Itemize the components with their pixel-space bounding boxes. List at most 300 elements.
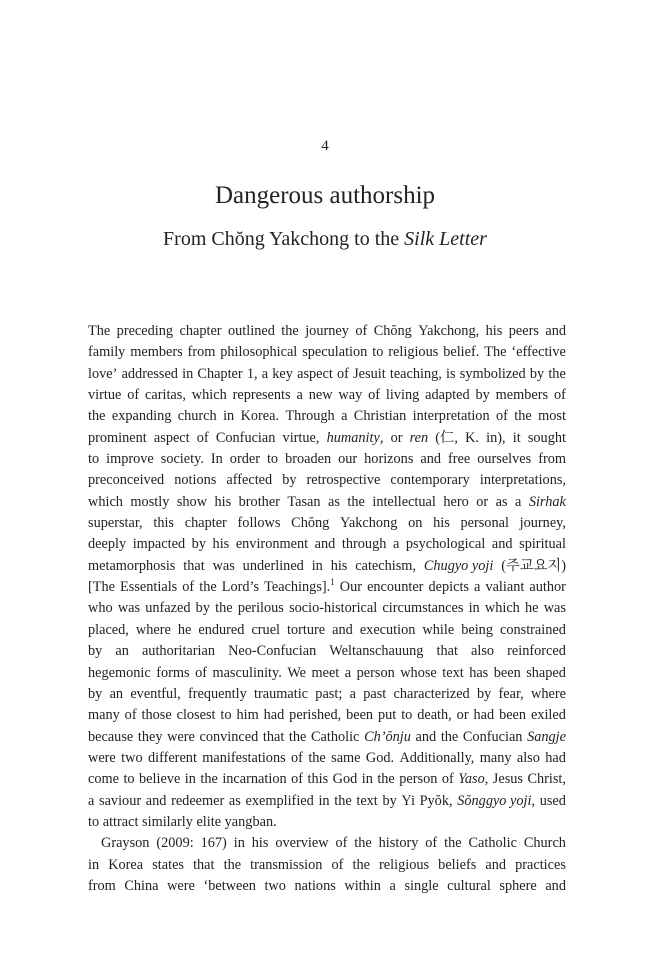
text-line (88, 663, 566, 684)
word-text: past (363, 685, 387, 702)
word (437, 641, 458, 662)
word (142, 705, 172, 726)
word-text: Korea (108, 856, 144, 873)
text-line (88, 855, 566, 876)
word-text: deeply (88, 536, 127, 553)
text-line (88, 342, 566, 363)
word (179, 321, 221, 342)
word-text: torture (287, 621, 326, 638)
word-text: used (539, 792, 566, 809)
word (88, 513, 143, 534)
word-text: a (88, 792, 95, 809)
word-text: (2009: (156, 835, 194, 852)
word (127, 385, 139, 406)
word-text: broaden (285, 451, 332, 468)
word-text: he (525, 600, 539, 617)
word-text: personal (460, 515, 509, 532)
word (345, 663, 351, 684)
word-text: and (545, 877, 566, 894)
word (136, 620, 171, 641)
word-text: family (88, 344, 126, 361)
word (362, 769, 373, 790)
word-text: death, (417, 707, 452, 724)
word-text: where (135, 621, 171, 638)
word (338, 385, 362, 406)
word-text: had (473, 707, 495, 724)
text-line (88, 684, 566, 705)
word (246, 791, 314, 812)
word (177, 492, 207, 513)
word-text: the (308, 749, 326, 766)
word (88, 385, 121, 406)
word (353, 855, 370, 876)
word-text: , (484, 771, 489, 788)
word-text: unfazed (145, 600, 191, 617)
word-text: also (516, 749, 540, 766)
word (213, 556, 235, 577)
word-text: he (177, 621, 192, 638)
word-text: and (332, 621, 353, 638)
word (285, 449, 331, 470)
word (531, 705, 566, 726)
word-text: authoritarian (141, 643, 215, 660)
text-line (88, 364, 566, 385)
word-text: which (191, 387, 227, 404)
word-text: as (328, 493, 340, 510)
word (363, 684, 386, 705)
word (291, 748, 303, 769)
word-text: of (196, 429, 209, 446)
word (428, 577, 469, 598)
word-text: In (210, 451, 223, 468)
word (520, 513, 566, 534)
word (486, 428, 505, 449)
word-text: ‘between (203, 877, 256, 894)
chapter-number: 4 (321, 138, 329, 154)
word-text: which (88, 493, 123, 510)
word-text: believe (139, 771, 181, 788)
word (342, 534, 386, 555)
word (88, 748, 116, 769)
word-text: religious (379, 856, 430, 873)
word (264, 577, 335, 598)
word (366, 748, 394, 769)
word-text: the (548, 365, 566, 382)
word-text: Lord’s (221, 579, 260, 596)
word (178, 406, 217, 427)
word-text: underlined (242, 557, 304, 574)
text-line (88, 705, 566, 726)
italic-word: Yaso (458, 771, 485, 788)
word-text: masculinity. (212, 664, 282, 681)
word-text: Our (339, 579, 363, 596)
word-text: that (193, 856, 215, 873)
word (372, 342, 383, 363)
word (115, 641, 129, 662)
word-text: our (338, 451, 358, 468)
word-text: being (461, 621, 493, 638)
word-text: on (408, 515, 423, 532)
text-line (88, 534, 566, 555)
word (331, 556, 348, 577)
word-text: the (444, 835, 462, 852)
word (377, 769, 394, 790)
word-text: they (137, 728, 163, 745)
word (296, 385, 302, 406)
word (334, 791, 351, 812)
word (139, 769, 180, 790)
word-text: in (361, 771, 373, 788)
word (353, 364, 386, 385)
word (112, 406, 172, 427)
word-text: by (382, 792, 397, 809)
word-text: his (251, 835, 269, 852)
word (251, 620, 280, 641)
word (485, 598, 520, 619)
word-text: the (514, 408, 532, 425)
word-text: environment (235, 536, 309, 553)
word-text: Pyŏk, (419, 792, 453, 809)
word (515, 855, 566, 876)
word-text: teaching, (389, 365, 442, 382)
word-text: to (401, 707, 413, 724)
word (327, 428, 384, 449)
word-text: and (415, 728, 437, 745)
word (340, 513, 397, 534)
word (302, 342, 367, 363)
word (238, 513, 281, 534)
footnote-marker[interactable]: 1 (330, 577, 335, 588)
word (496, 406, 508, 427)
word-text: a (344, 664, 352, 681)
word (192, 385, 227, 406)
word (357, 663, 395, 684)
word-text: eventful, (130, 685, 181, 702)
paragraph (88, 833, 566, 897)
word (474, 577, 480, 598)
word-text: this (307, 771, 329, 788)
word-text: brother (238, 493, 280, 510)
word-text: horizons (364, 451, 414, 468)
word-text: hegemonic (88, 664, 151, 681)
word-text: metamorphosis (88, 557, 176, 574)
word (130, 684, 180, 705)
word-text: has (469, 664, 489, 681)
word-text: Korea. (240, 408, 280, 425)
word (307, 769, 328, 790)
word-text: different (147, 749, 197, 766)
word (529, 577, 566, 598)
word (281, 321, 298, 342)
word-text: redeemer (171, 792, 225, 809)
word (461, 620, 493, 641)
word-text: shaped (526, 664, 566, 681)
word-text: were (88, 749, 116, 766)
word-text: the (377, 771, 395, 788)
word-text: been (499, 707, 527, 724)
word-text: socio-historical (289, 600, 378, 617)
word (291, 769, 303, 790)
word (275, 833, 328, 854)
word (379, 855, 429, 876)
word (282, 470, 296, 491)
word (297, 364, 333, 385)
word (416, 727, 437, 748)
word-text: preconceived (88, 472, 165, 489)
word-text: in (318, 792, 330, 809)
word-text: philosophical (220, 344, 298, 361)
word (460, 513, 508, 534)
word-text: of (127, 387, 140, 404)
word-text: of (441, 771, 454, 788)
word (88, 449, 99, 470)
word-text: fear, (498, 685, 524, 702)
word-text: the (215, 600, 233, 617)
word (214, 492, 231, 513)
word-text: which (484, 600, 520, 617)
word-text: , (531, 792, 536, 809)
word (133, 534, 185, 555)
word-text: the (281, 323, 299, 339)
word-text: of (425, 835, 438, 852)
word-text: prominent (88, 429, 147, 446)
word-text: a (261, 365, 269, 382)
word (197, 428, 209, 449)
word (220, 705, 231, 726)
italic-word: Ch’ŏnju (364, 728, 411, 745)
word-text: chapter (179, 323, 222, 339)
word (420, 791, 453, 812)
word (192, 534, 206, 555)
word-text: exemplified (245, 792, 314, 809)
word (391, 428, 403, 449)
word-text: affected (226, 472, 273, 489)
word (88, 364, 117, 385)
text-line (88, 833, 566, 854)
word-text: his (212, 536, 230, 553)
word-text: to (88, 813, 100, 830)
word (526, 663, 566, 684)
word-text: in (468, 600, 480, 617)
word (188, 684, 247, 705)
word (199, 577, 216, 598)
word (182, 364, 193, 385)
word (88, 342, 125, 363)
word-text: new (308, 387, 333, 404)
word-text: within (344, 877, 381, 894)
word-text: catechism, (355, 557, 416, 574)
word (201, 833, 227, 854)
word (212, 663, 281, 684)
word (264, 876, 285, 897)
word (346, 705, 373, 726)
word (460, 364, 526, 385)
word (156, 663, 189, 684)
word (106, 449, 154, 470)
word (544, 598, 566, 619)
word (476, 492, 488, 513)
word (203, 876, 255, 897)
word-text: this (153, 515, 175, 532)
word (254, 684, 308, 705)
word-text: or (456, 707, 469, 724)
word (471, 641, 494, 662)
word (448, 449, 470, 470)
word-text: free (448, 451, 471, 468)
word (238, 598, 284, 619)
word-text: yangban. (224, 813, 277, 830)
word (264, 705, 285, 726)
word (477, 449, 531, 470)
word (329, 641, 423, 662)
word-text: living (385, 387, 420, 404)
italic-word: humanity (326, 429, 380, 446)
word (228, 321, 275, 342)
word-text: the (88, 408, 106, 425)
word (108, 855, 143, 876)
word (386, 385, 419, 406)
word (101, 833, 149, 854)
word (442, 663, 463, 684)
word (337, 364, 349, 385)
word (263, 727, 284, 748)
word-text: Grayson (101, 835, 150, 852)
word (177, 705, 216, 726)
word (404, 876, 438, 897)
text-line (88, 577, 566, 598)
word-text: him (236, 707, 259, 724)
text-line (88, 513, 566, 534)
word (514, 406, 531, 427)
word-text: cruel (251, 621, 281, 638)
word-text: of (195, 664, 207, 681)
word-text: an (109, 685, 124, 702)
word (530, 364, 544, 385)
word (182, 577, 194, 598)
word (88, 428, 147, 449)
word-text: manifestations (202, 749, 286, 766)
word (476, 385, 490, 406)
italic-word: Sirhak (528, 493, 566, 510)
word-text: symbolized (459, 365, 526, 382)
word (393, 534, 399, 555)
word-text: of (124, 707, 137, 724)
word (315, 534, 336, 555)
word (400, 663, 437, 684)
word (528, 428, 566, 449)
word (399, 769, 437, 790)
text-line (88, 385, 566, 406)
word (309, 385, 333, 406)
word (291, 513, 329, 534)
word-text: to (123, 771, 135, 788)
word-text: who (88, 600, 113, 617)
word-text: most (538, 408, 566, 425)
word-text: Weltanschauung (329, 643, 424, 660)
word (333, 769, 358, 790)
word (545, 876, 566, 897)
word (420, 449, 441, 470)
word-text: that (183, 557, 205, 574)
word-text: exiled (530, 707, 566, 724)
word-text: Chŏng (373, 323, 412, 339)
word-text: of (337, 365, 349, 382)
word (368, 385, 380, 406)
word-text: preceding (116, 323, 174, 339)
word (122, 364, 178, 385)
word-text: Neo-Confucian (228, 643, 317, 660)
word (332, 855, 344, 876)
word-text: Church (523, 835, 566, 852)
word-text: aspect (153, 429, 190, 446)
word (355, 321, 367, 342)
word (388, 342, 438, 363)
word-text: was (117, 600, 141, 617)
word-text: ourselves (477, 451, 532, 468)
word (485, 855, 506, 876)
word (463, 727, 523, 748)
word (513, 428, 521, 449)
word (228, 641, 316, 662)
word (152, 855, 184, 876)
word-text: in (223, 408, 235, 425)
word-text: superstar, (88, 515, 143, 532)
word (145, 385, 186, 406)
word (99, 791, 141, 812)
word-text: religious (388, 344, 439, 361)
word-text: the (288, 728, 307, 745)
word-text: society. (160, 451, 204, 468)
word (130, 342, 182, 363)
word (123, 769, 134, 790)
word-text: were (167, 877, 195, 894)
word-text: text (356, 792, 378, 809)
word (213, 534, 230, 555)
word (183, 556, 204, 577)
word (527, 769, 566, 790)
word (120, 577, 177, 598)
word (88, 406, 105, 427)
word-text: 1, (246, 365, 258, 382)
word (312, 663, 340, 684)
word-text: nations (294, 877, 336, 894)
word-text: placed, (88, 621, 129, 638)
word-text: Christ, (527, 771, 566, 788)
word (88, 812, 99, 833)
word (287, 492, 320, 513)
word (88, 534, 126, 555)
word (294, 876, 335, 897)
word-text: Tasan (287, 493, 321, 510)
word (422, 620, 454, 641)
word (399, 748, 474, 769)
word-text: transmission (250, 856, 323, 873)
word-text: members (130, 344, 183, 361)
word-text: Essentials (120, 579, 178, 596)
word-text: elite (196, 813, 222, 830)
word-text: an (115, 643, 129, 660)
word (425, 385, 469, 406)
word-text: similarly (142, 813, 193, 830)
word (185, 769, 196, 790)
word-text: practices (515, 856, 566, 873)
word (318, 791, 329, 812)
word (153, 513, 174, 534)
word (88, 641, 102, 662)
word (239, 492, 280, 513)
word-text: key (272, 365, 293, 382)
word-text: of (553, 387, 566, 404)
